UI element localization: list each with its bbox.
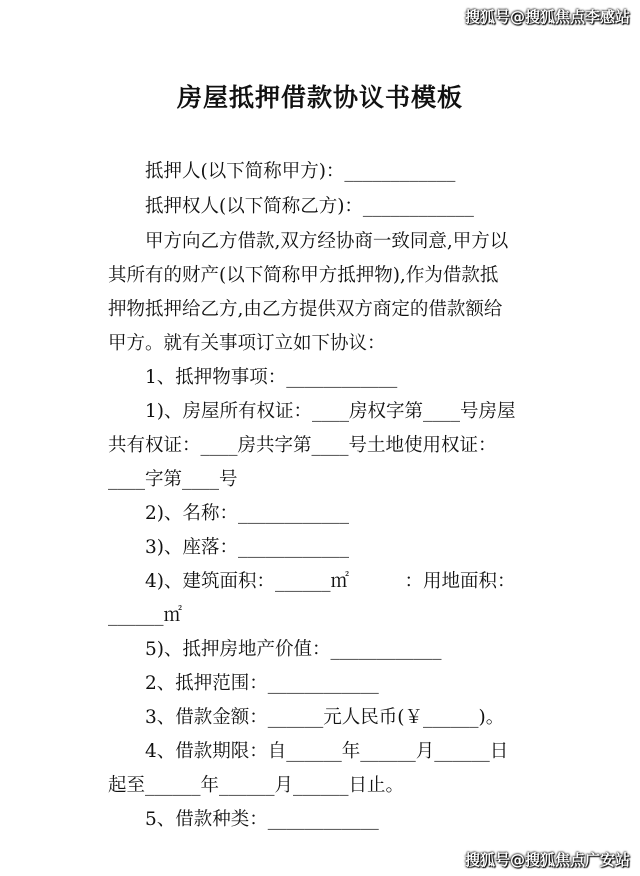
clause-loan-type: 5、借款种类：____________: [145, 809, 379, 830]
watermark-top: 搜狐号@搜狐焦点李感站: [464, 8, 630, 26]
clause-area-cont: ______㎡: [108, 605, 183, 626]
clause-amount: 3、借款金额：______元人民币(￥______)。: [145, 707, 505, 728]
clause-term: 4、借款期限：自______年______月______日: [145, 741, 509, 762]
clause-ownership-cert: 1)、房屋所有权证：____房权字第____号房屋: [145, 401, 516, 422]
watermark-bottom: 搜狐号@搜狐焦点广安站: [464, 851, 630, 869]
clause-term-cont: 起至______年______月______日止。: [108, 775, 405, 796]
clause-scope: 2、抵押范围：____________: [145, 673, 379, 694]
clause-ownership-cert-cont: ____字第____号: [108, 469, 238, 490]
clause-name: 2)、名称：____________: [145, 503, 349, 524]
document-title: 房屋抵押借款协议书模板: [176, 83, 463, 112]
clause-value: 5)、抵押房地产价值：____________: [145, 639, 442, 660]
clause-collateral: 1、抵押物事项：____________: [145, 367, 398, 388]
clause-area: 4)、建筑面积：______㎡ ：用地面积：: [145, 571, 516, 592]
clause-location: 3)、座落：____________: [145, 537, 349, 558]
intro-paragraph-line: 甲方。就有关事项订立如下协议：: [108, 333, 386, 354]
intro-paragraph-line: 甲方向乙方借款,双方经协商一致同意,甲方以: [145, 231, 509, 252]
clause-ownership-cert-cont: 共有权证：____房共字第____号土地使用权证：: [108, 435, 497, 456]
intro-paragraph-line: 其所有的财产(以下简称甲方抵押物),作为借款抵: [108, 265, 499, 286]
mortgagor-line: 抵押人(以下简称甲方)：____________: [145, 161, 456, 182]
mortgagee-line: 抵押权人(以下简称乙方)：____________: [145, 196, 474, 217]
intro-paragraph-line: 押物抵押给乙方,由乙方提供双方商定的借款额给: [108, 299, 503, 320]
